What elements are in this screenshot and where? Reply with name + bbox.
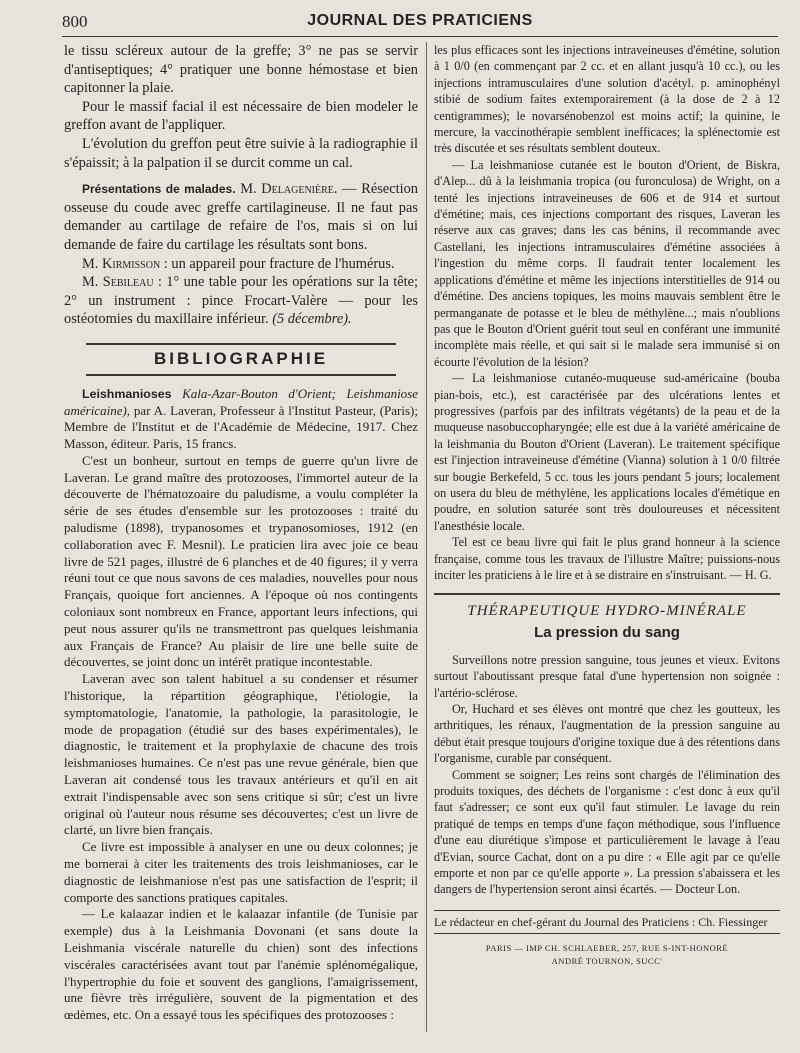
paragraph: Comment se soigner; Les reins sont chargés de l'élimination des produits toxiques, des déchets de l'organisme : c'est donc à eux qu'il faut s'adresser; ce sont eux qu'il faut stimuler. Le lavage du rein pratiqué de temps en temps d'une façon méthodique, sous l'influence d'une eau diurétique s'impose et particulièrement le lavage à l'eau d'Evian, source Cachat, dont on a pu dire : « Elle agit par ce qu'elle emporte et non par ce qu'elle apporte ». La pression s'abaissera et les dangers de l'hypertension seront ainsi écartés. — Docteur Lon. — [434, 767, 780, 897]
article-title: La pression du sang — [534, 624, 680, 642]
divider — [434, 593, 780, 595]
right-column — [434, 42, 780, 1042]
presentations-paragraph — [64, 180, 418, 254]
section-heading: THÉRAPEUTIQUE HYDRO-MINÉRALE — [467, 602, 747, 619]
paragraph: Surveillons notre pression sanguine, tous jeunes et vieux. Evitons surtout l'aboutissant presque fatal d'une hypertension non soignée : l'artério-sclérose. — [434, 652, 780, 700]
paragraph: Ce livre est impossible à analyser en une ou deux colonnes; je me bornerai à citer les traitements des trois leishmanioses, car le diagnostic de leishmaniose n'est pas une satisfaction de l'esprit; il comporte des sanctions pratiques capitales. — [64, 839, 418, 905]
journal-title: JOURNAL DES PRATICIENS — [307, 12, 533, 29]
date: (5 décembre). — [272, 311, 352, 328]
bibliography-heading-block — [64, 343, 418, 376]
printer-line: ANDRÉ TOURNON, SUCC' — [551, 956, 663, 967]
paragraph: Pour le massif facial il est nécessaire de bien modeler le greffon avant de l'appliquer. — [64, 98, 418, 134]
column-divider — [426, 42, 427, 1032]
page-number: 800 — [62, 12, 88, 31]
paragraph-text: : un appareil pour fracture de l'humérus. — [163, 255, 395, 272]
section-label: Présentations de malades. — [82, 182, 236, 197]
book-details: par A. Laveran, Professeur à l'Institut Pasteur, (Paris); Membre de l'Institut et de l'Académie de Médecine, 1917. Chez Masson, éditeur. Paris, 15 francs. — [64, 402, 418, 452]
author-name: M. Sebileau — [82, 274, 154, 291]
paragraph: Or, Huchard et ses élèves ont montré que chez les goutteux, les arthritiques, les rénaux, l'augmentation de la pression sanguine au début était presque toujours d'origine toxique due à des rétentions dans l'organisme, curable par conséquent. — [434, 701, 780, 766]
paragraph — [64, 273, 418, 329]
author-name: M. Delagenière. — [240, 181, 338, 198]
paragraph: L'évolution du greffon peut être suivie à la radiographie il s'épaissit; à la palpation il se durcit comme un cal. — [64, 135, 418, 171]
paragraph: le tissu scléreux autour de la greffe; 3° ne pas se servir d'antiseptiques; 4° pratiquer une bonne hémostase et bien capitonner la plaie. — [64, 43, 418, 97]
paragraph: — Le kalaazar indien et le kalaazar infantile (de Tunisie par exemple) dus à la Leishmania Dovonani (et sans doute la Leishmania viscérale naturelle du chien) sont des infections viscérales caractérisées avant tout par l'anémie splénomégalique, l'hypertrophie du foie et souvent des ganglions, l'amaigrissement, une fièvre très irrégulière, souvent de la pigmentation et des œdèmes, etc. On a essayé tous les spécifiques des protozooses : — [64, 906, 418, 1023]
author-name: M. Kirmisson — [82, 255, 161, 272]
paragraph: C'est un bonheur, surtout en temps de guerre qu'un livre de Laveran. Le grand maître des protozooses, l'immortel auteur de la découverte de l'hématozoaire du paludisme, a voulu compléter la série de ses études d'ensemble sur les protozooses : traité du paludisme (1898), trypanosomes et trypanosomioses, 1912 (en collaboration avec F. Mesnil). Le praticien lira avec joie ce beau livre de 521 pages, illustré de 6 planches et de 40 figures; il y verra réuni tout ce que nous savons de ces maladies, nouvelles pour nous Français, quoique fort anciennes. A l'époque où nos contingents coloniaux sont nombreux en France, apportant leurs infections, qui peut nous assurer qu'ils ne transmettront pas quelques leishmania aux Français de France? Au plaisir de lire une belle suite de découvertes, se joint donc un intérêt pratique incontestable. — [64, 452, 418, 670]
paragraph: Tel est ce beau livre qui fait le plus grand honneur à la science française, comme tous les travaux de l'illustre Maître; puissions-nous inciter les praticiens à le lire et à se distraire en s'instruisant. — H. G. — [434, 535, 780, 582]
printer-imprint — [434, 942, 780, 968]
paragraph: — La leishmaniose cutanéo-muqueuse sud-américaine (bouba pian-bois, etc.), est caractérisée par des ulcérations lentes et progressives (parfois par des infiltrats végétants) de la peau et de la muqueuse nasobuccopharyngée; elle est due à la variété américaine de la leishmania du Bouton d'Orient (Laveran). Le traitement spécifique est l'injection intraveineuse d'émétine (Vianna) solution à 1 0/0 filtrée sur bougie Berkefeld, 5 cc. tous les jours pendant 5 jours; localement on usera du bleu de méthylène, les applications locales d'émétique en poudre, en solution saturée sont très douloureuses et nécessitent l'anesthésie locale. — [434, 371, 780, 533]
book-subtitle: Kala-Azar-Bouton d'Orient; Leishmaniose américaine), — [64, 385, 418, 418]
paragraph — [64, 255, 418, 274]
printer-line: PARIS — IMP CH. SCHLAEBER, 257, RUE S-INT-HONORÉ — [485, 943, 729, 954]
section-heading: BIBLIOGRAPHIE — [153, 348, 329, 368]
left-column — [64, 42, 418, 1042]
paragraph: Laveran avec son talent habituel a su condenser et résumer l'historique, la répartition géographique, l'étiologie, la symptomatologie, l'anatomie, la pathologie, la parasitologie, le mode de propagation (étudié sur des bases expérimentales), le diagnostic, le traitement et la prophylaxie de chacune des trois leishmanioses humaines. Ce n'est pas une revue générale, bien que Laveran ait condensé tous les travaux antérieurs et qu'il en ait extrait l'indispensable avec son sens critique si sûr; c'est un livre original où l'auteur nous résume ses découvertes; c'est un livre de clarté, un livre bien français. — [64, 671, 418, 838]
page-header — [62, 8, 778, 37]
paragraph-text: : 1° une table pour les opérations sur la tête; 2° un instrument : pince Frocart-Valère — pour les ostéotomies du maxillaire inférieur. — [64, 274, 418, 328]
divider — [86, 343, 396, 345]
paragraph: les plus efficaces sont les injections intraveineuses d'émétine, solution à 1 0/0 (en commençant par 2 cc. et en allant jusqu'à 10 cc.), ou les injections intramusculaires d'une solution d'acétyl. p. aminophényl stibié de sodium faites extemporairement (à la dose de 2 à 12 centigrammes); le novarsénobenzol est moins actif; la quinine, le mercure, la vaccinothérapie semblent inefficaces; la splénectomie est très discutée et ses résultats semblent douteux. — [434, 43, 780, 156]
book-title: Leishmanioses — [82, 386, 172, 401]
paragraph: — La leishmaniose cutanée est le bouton d'Orient, de Biskra, d'Alep... dû à la leishmania tropica (ou furonculosa) de Wright, on a tenté les injections intraveineuses de 606 et de 914 et surtout d'émétine; mais, ces injections comportant des risques, Laveran les réserve aux cas graves; dans les cas bénins, il recommande avec Castellani, les injections intramusculaires d'émétine associées à l'ingestion du même corps. Il faudrait tenter localement les applications d'émétine et même les injections interstitielles de 914 ou d'émétine. Des anciens topiques, les moins mauvais semblent être le permanganate de potasse et le bleu de méthylène...; mais n'oublions pas que le Bouton d'Orient guérit tout seul en conférant une immunité incomplète mais réelle, et qui sait si le malade sera immunisé si on écourte l'évolution de la lésion? — [434, 157, 780, 369]
divider — [86, 374, 396, 376]
paragraph-text: — Résection osseuse du coude avec greffe cartilagineuse. Il ne faut pas demander au cartilage de refaire de l'os, mais si on lui demande de faire du cartilage les résultats sont bons. — [64, 181, 418, 253]
editor-line: Le rédacteur en chef-gérant du Journal des Praticiens : Ch. Fiessinger — [434, 910, 780, 934]
book-reference — [64, 386, 418, 453]
